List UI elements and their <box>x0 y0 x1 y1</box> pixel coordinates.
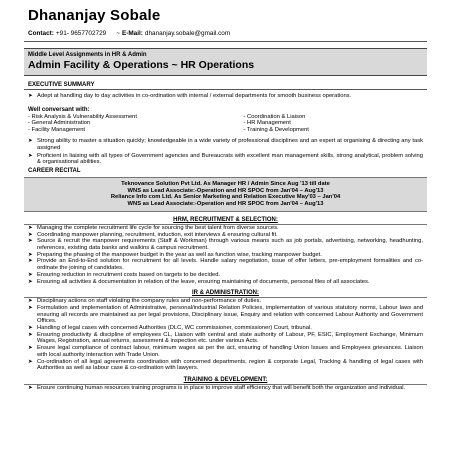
hrm-heading: HRM, RECRUITMENT & SELECTION: <box>173 216 278 223</box>
list-item: ➤ Adept at handling day to day activities in co-ordination with internal / external departments for smooth business operations. <box>28 93 352 99</box>
arrow-bullet-icon: ➤ <box>28 331 33 338</box>
list-item: - General Administration <box>28 120 91 127</box>
list-item: ➤ Co-ordination of all legal agreements coordination with concerned departments, region & corporate Legal, Tracking & handling of legal cases with Authorities as well as labour case & co-ordination with lawyers. <box>28 358 423 372</box>
ir-list <box>28 298 423 372</box>
list-item: - Training & Development <box>243 126 309 133</box>
list-item: - Risk Analysis & Vulnerability Assessment <box>28 113 137 120</box>
list-item: ➤ Disciplinary actions on staff violating the company rules and non-performance of duties. <box>28 298 262 305</box>
arrow-bullet-icon: ➤ <box>28 251 33 258</box>
arrow-bullet-icon: ➤ <box>28 224 33 231</box>
arrow-bullet-icon: ➤ <box>28 138 33 145</box>
contact-separator: ~ <box>116 30 120 37</box>
list-item: ➤ Preparing the phasing of the manpower budget in the year as well as function wise, tracking manpower budget. <box>28 251 322 258</box>
arrow-bullet-icon: ➤ <box>28 345 33 352</box>
career-line: WNS as Lead Associate:-Operation and HR SPOC from Jan'04 – Aug'13 <box>127 187 324 194</box>
list-item: ➤ Strong ability to master a situation quickly; knowledgeable in a wide variety of professional disciplines and an expert at organising & directing any task assigned <box>28 138 423 151</box>
section-divider <box>24 89 427 90</box>
contact-line <box>28 30 423 37</box>
list-item: ➤ Provide an End-to-End solution for recruitment for all levels. Handle salary negotiation, issue of offer letters, pre-employment formalities and co-ordinate the joining of candidates. <box>28 258 423 272</box>
list-item: - HR Management <box>243 120 291 127</box>
arrow-bullet-icon: ➤ <box>28 298 33 305</box>
list-item: ➤ Ensuring productivity & discipline of employees CL, Liaison with central and state authority of Labour, PF, ESIC, Employment Exchange, Minimum Wages, Registration, annual returns, assessment & inspection etc. under various Acts. <box>28 331 423 345</box>
list-item: - Facility Management <box>28 126 86 133</box>
career-recital-heading: CAREER RECITAL <box>28 167 81 174</box>
conversant-grid <box>28 114 423 134</box>
arrow-bullet-icon: ➤ <box>28 358 33 365</box>
ir-heading: IR & ADMINISTRATION: <box>192 290 259 297</box>
training-list <box>28 385 423 392</box>
banner-subtitle: Middle Level Assignments in HR & Admin <box>28 52 147 58</box>
arrow-bullet-icon: ➤ <box>28 385 33 391</box>
arrow-bullet-icon: ➤ <box>28 271 33 278</box>
list-item: ➤ Managing the complete recruitment life cycle for sourcing the best talent from diverse sources. <box>28 224 279 231</box>
list-item: ➤ Ensuring all activities & documentation in relation of the leave, ensuring maintaining of documents, personal files of all associates. <box>28 278 370 285</box>
career-recital-box <box>24 177 427 212</box>
list-item: ➤ Ensuring reduction in recruitment costs based on targets to be decided. <box>28 271 221 278</box>
list-item: ➤ Proficient in liaising with all types of Government agencies and Bureaucrats with excellent man management skills, strong analytical, problem solving & organisational abilities. <box>28 152 423 166</box>
career-line: Teknovance Solution Pvt Ltd. As Manager HR / Admin Since Aug '13 till date <box>121 180 330 187</box>
training-heading: TRAINING & DEVELOPMENT: <box>183 377 268 383</box>
list-item: ➤ Formulation and implementation of Administrative, personal/industrial Relation Policies, implementation of various statutory norms, Labour laws and ensuring all records are maintained as per legal provisions, Disciplinary issue, Enquiry and relation with concerned Labour Authority and Government Offices. <box>28 304 423 325</box>
conversant-heading: Well conversant with: <box>28 106 90 113</box>
career-line: Reliance Info com Ltd. As Senior Marketing and Relation Executive May'03 – Jan'04 <box>110 194 341 201</box>
arrow-bullet-icon: ➤ <box>28 278 33 285</box>
list-item: ➤ Source & recruit the manpower requirements (Staff & Workman) through various means such as job portals, advertising, networking, headhunting, references, existing data banks and walkins & campus recruitment. <box>28 238 423 252</box>
arrow-bullet-icon: ➤ <box>28 238 33 245</box>
executive-summary-heading: EXECUTIVE SUMMARY <box>28 82 95 88</box>
candidate-name: Dhananjay Sobale <box>28 7 161 24</box>
list-item: ➤ Ensure continuing human resources training programs is in place to improve staff efficiency that will benefit both the organization and individual. <box>28 385 406 391</box>
arrow-bullet-icon: ➤ <box>28 93 33 99</box>
hrm-list <box>28 225 423 285</box>
contact-label: Contact: <box>28 30 54 37</box>
arrow-bullet-icon: ➤ <box>28 258 33 265</box>
arrow-bullet-icon: ➤ <box>28 231 33 238</box>
header-divider <box>24 41 427 42</box>
list-item: ➤ Coordinating manpower planning, recruitment, induction, exit interviews & ensuring cultural fit. <box>28 231 278 238</box>
arrow-bullet-icon: ➤ <box>28 325 33 332</box>
email-address[interactable]: dhananjay.sobale@gmail.com <box>144 30 231 37</box>
list-item: ➤ Ensure legal compliance of contract labour, minimum wages as per the act, ensuring of handling Union Issues and Employees grievances. Liaison with local authority interaction with Trade Union. <box>28 345 423 358</box>
profile-banner <box>24 48 427 76</box>
list-item: - Coordination & Liaison <box>243 113 306 120</box>
list-item: ➤ Handling of legal cases with concerned Authorities (DLC, WC commissioner, commissioner) Court, tribunal. <box>28 325 312 332</box>
email-label: E-Mail: <box>121 30 143 37</box>
arrow-bullet-icon: ➤ <box>28 152 33 159</box>
arrow-bullet-icon: ➤ <box>28 304 33 311</box>
banner-title: Admin Facility & Operations ~ HR Operations <box>28 59 255 71</box>
career-line: WNS as Lead Associate:-Operation and HR SPOC from Jan'04 – Aug'13 <box>127 201 324 208</box>
phone-number: +91- 9657702729 <box>55 30 107 37</box>
